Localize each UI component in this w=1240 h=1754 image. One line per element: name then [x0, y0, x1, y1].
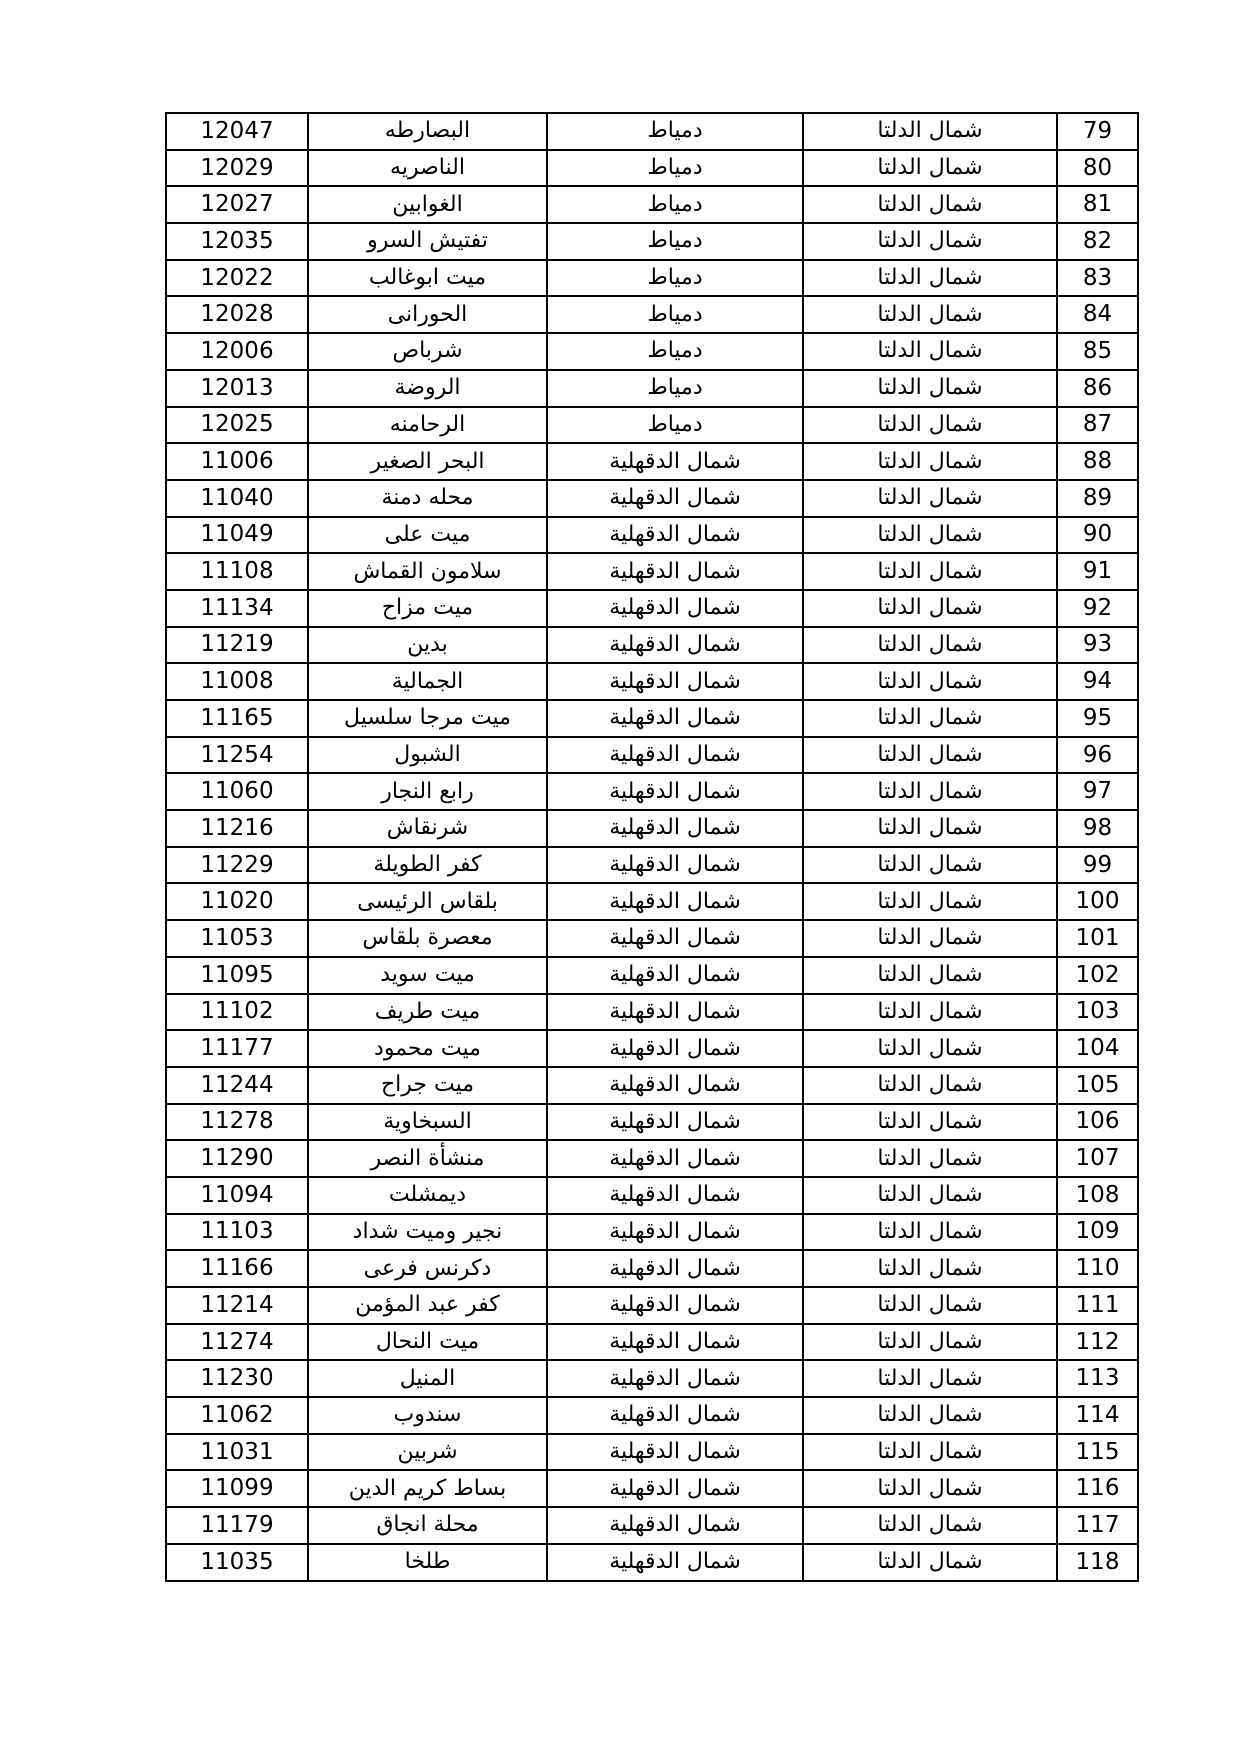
cell-number: 92 [1057, 590, 1138, 627]
table-row [166, 1287, 1138, 1324]
table-row [166, 1324, 1138, 1361]
cell-code: 11031 [166, 1434, 308, 1471]
cell-region: شمال الدلتا [803, 920, 1057, 957]
table-row [166, 590, 1138, 627]
table-row [166, 920, 1138, 957]
cell-code: 11134 [166, 590, 308, 627]
cell-region: شمال الدلتا [803, 700, 1057, 737]
cell-sector: شمال الدقهلية [547, 1177, 803, 1214]
cell-sector: شمال الدقهلية [547, 1250, 803, 1287]
cell-number: 95 [1057, 700, 1138, 737]
table-row [166, 1067, 1138, 1104]
cell-sector: شمال الدقهلية [547, 1214, 803, 1251]
table-row [166, 847, 1138, 884]
cell-number: 108 [1057, 1177, 1138, 1214]
cell-region: شمال الدلتا [803, 883, 1057, 920]
cell-region: شمال الدلتا [803, 1434, 1057, 1471]
cell-unit: ميت ابوغالب [308, 260, 547, 297]
cell-region: شمال الدلتا [803, 1067, 1057, 1104]
cell-sector: دمياط [547, 150, 803, 187]
cell-unit: الحورانى [308, 296, 547, 333]
cell-number: 114 [1057, 1397, 1138, 1434]
cell-code: 11103 [166, 1214, 308, 1251]
cell-unit: ميت مرجا سلسيل [308, 700, 547, 737]
cell-sector: دمياط [547, 186, 803, 223]
cell-region: شمال الدلتا [803, 810, 1057, 847]
cell-sector: دمياط [547, 407, 803, 444]
cell-region: شمال الدلتا [803, 737, 1057, 774]
cell-region: شمال الدلتا [803, 957, 1057, 994]
cell-number: 116 [1057, 1470, 1138, 1507]
cell-number: 89 [1057, 480, 1138, 517]
cell-number: 102 [1057, 957, 1138, 994]
cell-region: شمال الدلتا [803, 553, 1057, 590]
table-row [166, 1250, 1138, 1287]
cell-code: 11035 [166, 1544, 308, 1581]
cell-unit: الغوابين [308, 186, 547, 223]
cell-sector: شمال الدقهلية [547, 773, 803, 810]
cell-number: 79 [1057, 113, 1138, 150]
cell-number: 107 [1057, 1140, 1138, 1177]
cell-number: 82 [1057, 223, 1138, 260]
table-row [166, 883, 1138, 920]
cell-sector: دمياط [547, 370, 803, 407]
cell-unit: نجير وميت شداد [308, 1214, 547, 1251]
cell-region: شمال الدلتا [803, 1140, 1057, 1177]
table-row [166, 1360, 1138, 1397]
cell-region: شمال الدلتا [803, 223, 1057, 260]
cell-sector: دمياط [547, 260, 803, 297]
cell-number: 111 [1057, 1287, 1138, 1324]
cell-region: شمال الدلتا [803, 1104, 1057, 1141]
cell-unit: ميت سويد [308, 957, 547, 994]
cell-code: 12022 [166, 260, 308, 297]
cell-region: شمال الدلتا [803, 480, 1057, 517]
cell-unit: كفر الطويلة [308, 847, 547, 884]
cell-region: شمال الدلتا [803, 1507, 1057, 1544]
table-row [166, 113, 1138, 150]
cell-region: شمال الدلتا [803, 1030, 1057, 1067]
table-row [166, 627, 1138, 664]
table-row [166, 1140, 1138, 1177]
cell-sector: شمال الدقهلية [547, 1397, 803, 1434]
table-row [166, 296, 1138, 333]
cell-unit: البصارطه [308, 113, 547, 150]
cell-number: 113 [1057, 1360, 1138, 1397]
cell-code: 12028 [166, 296, 308, 333]
cell-number: 109 [1057, 1214, 1138, 1251]
cell-number: 98 [1057, 810, 1138, 847]
cell-number: 80 [1057, 150, 1138, 187]
cell-code: 11166 [166, 1250, 308, 1287]
cell-sector: دمياط [547, 113, 803, 150]
cell-sector: شمال الدقهلية [547, 1287, 803, 1324]
cell-code: 11216 [166, 810, 308, 847]
cell-code: 11219 [166, 627, 308, 664]
cell-sector: دمياط [547, 223, 803, 260]
cell-unit: سلامون القماش [308, 553, 547, 590]
table-row [166, 1214, 1138, 1251]
cell-unit: ميت محمود [308, 1030, 547, 1067]
cell-sector: شمال الدقهلية [547, 1507, 803, 1544]
cell-unit: سندوب [308, 1397, 547, 1434]
cell-sector: شمال الدقهلية [547, 1544, 803, 1581]
cell-unit: دكرنس فرعى [308, 1250, 547, 1287]
cell-region: شمال الدلتا [803, 1360, 1057, 1397]
cell-code: 12025 [166, 407, 308, 444]
cell-code: 11108 [166, 553, 308, 590]
cell-code: 11049 [166, 517, 308, 554]
cell-unit: شرباص [308, 333, 547, 370]
cell-unit: منشأة النصر [308, 1140, 547, 1177]
cell-sector: شمال الدقهلية [547, 810, 803, 847]
table-row [166, 957, 1138, 994]
cell-sector: شمال الدقهلية [547, 1140, 803, 1177]
cell-number: 106 [1057, 1104, 1138, 1141]
cell-unit: بساط كريم الدين [308, 1470, 547, 1507]
cell-sector: شمال الدقهلية [547, 883, 803, 920]
table-row [166, 1104, 1138, 1141]
cell-region: شمال الدلتا [803, 847, 1057, 884]
cell-number: 84 [1057, 296, 1138, 333]
cell-unit: المنيل [308, 1360, 547, 1397]
cell-unit: ديمشلت [308, 1177, 547, 1214]
cell-code: 11229 [166, 847, 308, 884]
cell-sector: شمال الدقهلية [547, 1470, 803, 1507]
cell-sector: شمال الدقهلية [547, 847, 803, 884]
table-row [166, 333, 1138, 370]
cell-sector: شمال الدقهلية [547, 1104, 803, 1141]
cell-code: 11020 [166, 883, 308, 920]
cell-number: 90 [1057, 517, 1138, 554]
cell-unit: شرنقاش [308, 810, 547, 847]
cell-region: شمال الدلتا [803, 443, 1057, 480]
cell-number: 115 [1057, 1434, 1138, 1471]
cell-region: شمال الدلتا [803, 590, 1057, 627]
table-row [166, 810, 1138, 847]
cell-region: شمال الدلتا [803, 627, 1057, 664]
cell-number: 99 [1057, 847, 1138, 884]
cell-code: 12006 [166, 333, 308, 370]
cell-unit: شربين [308, 1434, 547, 1471]
cell-code: 11099 [166, 1470, 308, 1507]
cell-number: 100 [1057, 883, 1138, 920]
cell-region: شمال الدلتا [803, 1177, 1057, 1214]
cell-code: 11062 [166, 1397, 308, 1434]
cell-unit: محله دمنة [308, 480, 547, 517]
cell-number: 81 [1057, 186, 1138, 223]
cell-sector: شمال الدقهلية [547, 737, 803, 774]
cell-number: 105 [1057, 1067, 1138, 1104]
cell-sector: شمال الدقهلية [547, 553, 803, 590]
cell-region: شمال الدلتا [803, 296, 1057, 333]
cell-region: شمال الدلتا [803, 773, 1057, 810]
table-row [166, 370, 1138, 407]
cell-unit: طلخا [308, 1544, 547, 1581]
table-row [166, 737, 1138, 774]
cell-region: شمال الدلتا [803, 260, 1057, 297]
cell-sector: شمال الدقهلية [547, 663, 803, 700]
cell-number: 97 [1057, 773, 1138, 810]
cell-code: 11040 [166, 480, 308, 517]
cell-unit: الجمالية [308, 663, 547, 700]
cell-sector: شمال الدقهلية [547, 1030, 803, 1067]
table-row [166, 1397, 1138, 1434]
table-row [166, 480, 1138, 517]
cell-unit: بدين [308, 627, 547, 664]
cell-code: 12029 [166, 150, 308, 187]
cell-sector: دمياط [547, 296, 803, 333]
cell-region: شمال الدلتا [803, 663, 1057, 700]
cell-unit: ميت على [308, 517, 547, 554]
cell-code: 11214 [166, 1287, 308, 1324]
cell-number: 91 [1057, 553, 1138, 590]
cell-region: شمال الدلتا [803, 333, 1057, 370]
cell-number: 94 [1057, 663, 1138, 700]
cell-region: شمال الدلتا [803, 1250, 1057, 1287]
cell-code: 12027 [166, 186, 308, 223]
cell-sector: شمال الدقهلية [547, 1324, 803, 1361]
cell-sector: شمال الدقهلية [547, 1360, 803, 1397]
cell-code: 11230 [166, 1360, 308, 1397]
table-row [166, 1544, 1138, 1581]
cell-sector: دمياط [547, 333, 803, 370]
cell-sector: شمال الدقهلية [547, 627, 803, 664]
cell-region: شمال الدلتا [803, 1470, 1057, 1507]
cell-unit: كفر عبد المؤمن [308, 1287, 547, 1324]
cell-code: 11254 [166, 737, 308, 774]
table-row [166, 700, 1138, 737]
cell-region: شمال الدلتا [803, 994, 1057, 1031]
cell-code: 11290 [166, 1140, 308, 1177]
cell-code: 12035 [166, 223, 308, 260]
table-row [166, 773, 1138, 810]
cell-number: 88 [1057, 443, 1138, 480]
cell-region: شمال الدلتا [803, 1397, 1057, 1434]
cell-region: شمال الدلتا [803, 407, 1057, 444]
cell-region: شمال الدلتا [803, 1287, 1057, 1324]
cell-code: 12013 [166, 370, 308, 407]
cell-sector: شمال الدقهلية [547, 957, 803, 994]
cell-sector: شمال الدقهلية [547, 480, 803, 517]
cell-number: 85 [1057, 333, 1138, 370]
table-row [166, 663, 1138, 700]
cell-number: 86 [1057, 370, 1138, 407]
cell-region: شمال الدلتا [803, 186, 1057, 223]
cell-code: 11177 [166, 1030, 308, 1067]
cell-number: 110 [1057, 1250, 1138, 1287]
cell-unit: ميت جراح [308, 1067, 547, 1104]
cell-code: 11053 [166, 920, 308, 957]
table-row [166, 1177, 1138, 1214]
cell-code: 11165 [166, 700, 308, 737]
table-row [166, 150, 1138, 187]
cell-sector: شمال الدقهلية [547, 590, 803, 627]
cell-code: 11102 [166, 994, 308, 1031]
cell-sector: شمال الدقهلية [547, 1067, 803, 1104]
table-row [166, 517, 1138, 554]
cell-code: 11008 [166, 663, 308, 700]
cell-sector: شمال الدقهلية [547, 700, 803, 737]
table-row [166, 407, 1138, 444]
cell-sector: شمال الدقهلية [547, 994, 803, 1031]
cell-unit: بلقاس الرئيسى [308, 883, 547, 920]
table-row [166, 994, 1138, 1031]
cell-number: 83 [1057, 260, 1138, 297]
cell-unit: ميت مزاح [308, 590, 547, 627]
cell-region: شمال الدلتا [803, 370, 1057, 407]
cell-unit: ميت طريف [308, 994, 547, 1031]
cell-sector: شمال الدقهلية [547, 517, 803, 554]
cell-number: 101 [1057, 920, 1138, 957]
cell-code: 11006 [166, 443, 308, 480]
cell-number: 117 [1057, 1507, 1138, 1544]
cell-number: 104 [1057, 1030, 1138, 1067]
cell-unit: تفتيش السرو [308, 223, 547, 260]
cell-number: 118 [1057, 1544, 1138, 1581]
cell-region: شمال الدلتا [803, 1544, 1057, 1581]
cell-code: 11094 [166, 1177, 308, 1214]
cell-number: 103 [1057, 994, 1138, 1031]
cell-number: 96 [1057, 737, 1138, 774]
table-row [166, 553, 1138, 590]
cell-unit: الشبول [308, 737, 547, 774]
cell-region: شمال الدلتا [803, 113, 1057, 150]
cell-unit: ميت النحال [308, 1324, 547, 1361]
cell-code: 11060 [166, 773, 308, 810]
cell-sector: شمال الدقهلية [547, 443, 803, 480]
cell-region: شمال الدلتا [803, 1324, 1057, 1361]
cell-code: 12047 [166, 113, 308, 150]
cell-number: 87 [1057, 407, 1138, 444]
cell-region: شمال الدلتا [803, 517, 1057, 554]
cell-number: 93 [1057, 627, 1138, 664]
cell-unit: الناصريه [308, 150, 547, 187]
cell-region: شمال الدلتا [803, 150, 1057, 187]
cell-unit: البحر الصغير [308, 443, 547, 480]
table-row [166, 443, 1138, 480]
branch-table [165, 112, 1139, 1582]
table-row [166, 1434, 1138, 1471]
cell-unit: رابع النجار [308, 773, 547, 810]
table-row [166, 186, 1138, 223]
cell-sector: شمال الدقهلية [547, 1434, 803, 1471]
cell-unit: الروضة [308, 370, 547, 407]
cell-code: 11244 [166, 1067, 308, 1104]
table-row [166, 260, 1138, 297]
cell-code: 11274 [166, 1324, 308, 1361]
table-row [166, 1507, 1138, 1544]
table-row [166, 223, 1138, 260]
table-row [166, 1030, 1138, 1067]
table-row [166, 1470, 1138, 1507]
cell-code: 11278 [166, 1104, 308, 1141]
cell-unit: السبخاوية [308, 1104, 547, 1141]
cell-unit: الرحامنه [308, 407, 547, 444]
cell-unit: محلة انجاق [308, 1507, 547, 1544]
cell-region: شمال الدلتا [803, 1214, 1057, 1251]
table-body [166, 113, 1138, 1581]
cell-sector: شمال الدقهلية [547, 920, 803, 957]
cell-code: 11095 [166, 957, 308, 994]
cell-unit: معصرة بلقاس [308, 920, 547, 957]
cell-number: 112 [1057, 1324, 1138, 1361]
cell-code: 11179 [166, 1507, 308, 1544]
